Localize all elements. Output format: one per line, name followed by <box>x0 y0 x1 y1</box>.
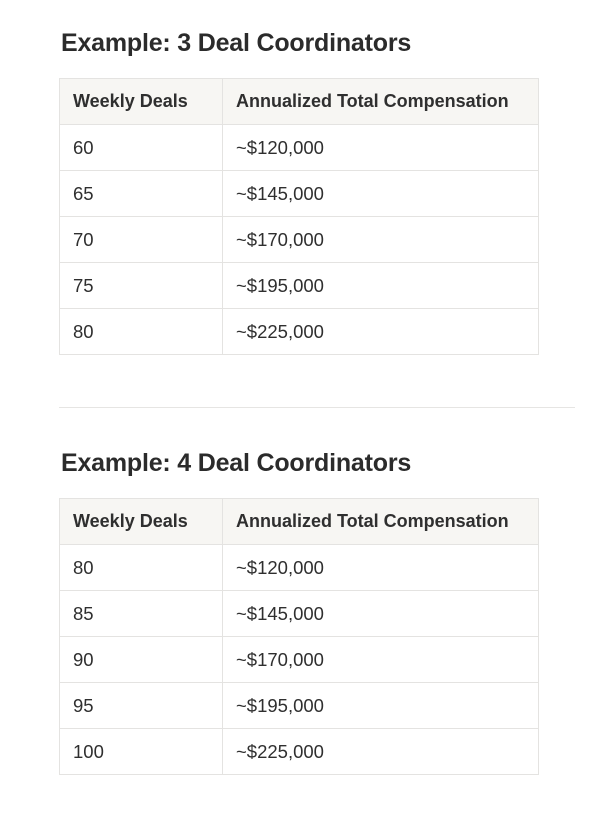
column-header-weekly-deals: Weekly Deals <box>60 499 223 545</box>
section-title: Example: 3 Deal Coordinators <box>61 29 412 57</box>
section-divider <box>59 407 575 408</box>
table-row <box>60 263 539 309</box>
column-header-weekly-deals: Weekly Deals <box>60 79 223 125</box>
compensation-cell: ~$225,000 <box>223 729 539 775</box>
table-row <box>60 591 539 637</box>
weekly-deals-cell: 80 <box>60 545 223 591</box>
weekly-deals-cell: 65 <box>60 171 223 217</box>
section-title: Example: 4 Deal Coordinators <box>61 449 412 477</box>
compensation-cell: ~$225,000 <box>223 309 539 355</box>
weekly-deals-cell: 85 <box>60 591 223 637</box>
weekly-deals-cell: 90 <box>60 637 223 683</box>
table-row <box>60 637 539 683</box>
table-row <box>60 217 539 263</box>
table-header-row <box>60 79 539 125</box>
table-header-row <box>60 499 539 545</box>
table-row <box>60 309 539 355</box>
compensation-cell: ~$195,000 <box>223 683 539 729</box>
weekly-deals-cell: 60 <box>60 125 223 171</box>
column-header-annualized-total-compensation: Annualized Total Compensation <box>223 499 539 545</box>
weekly-deals-cell: 70 <box>60 217 223 263</box>
table-row <box>60 683 539 729</box>
table-row <box>60 729 539 775</box>
table-row <box>60 545 539 591</box>
compensation-table-4-coordinators <box>59 498 539 775</box>
compensation-cell: ~$170,000 <box>223 637 539 683</box>
table-row <box>60 125 539 171</box>
table-row <box>60 171 539 217</box>
compensation-cell: ~$145,000 <box>223 591 539 637</box>
compensation-cell: ~$120,000 <box>223 125 539 171</box>
compensation-cell: ~$195,000 <box>223 263 539 309</box>
weekly-deals-cell: 100 <box>60 729 223 775</box>
compensation-cell: ~$145,000 <box>223 171 539 217</box>
weekly-deals-cell: 95 <box>60 683 223 729</box>
weekly-deals-cell: 80 <box>60 309 223 355</box>
weekly-deals-cell: 75 <box>60 263 223 309</box>
compensation-table-3-coordinators <box>59 78 539 355</box>
compensation-cell: ~$120,000 <box>223 545 539 591</box>
compensation-cell: ~$170,000 <box>223 217 539 263</box>
column-header-annualized-total-compensation: Annualized Total Compensation <box>223 79 539 125</box>
